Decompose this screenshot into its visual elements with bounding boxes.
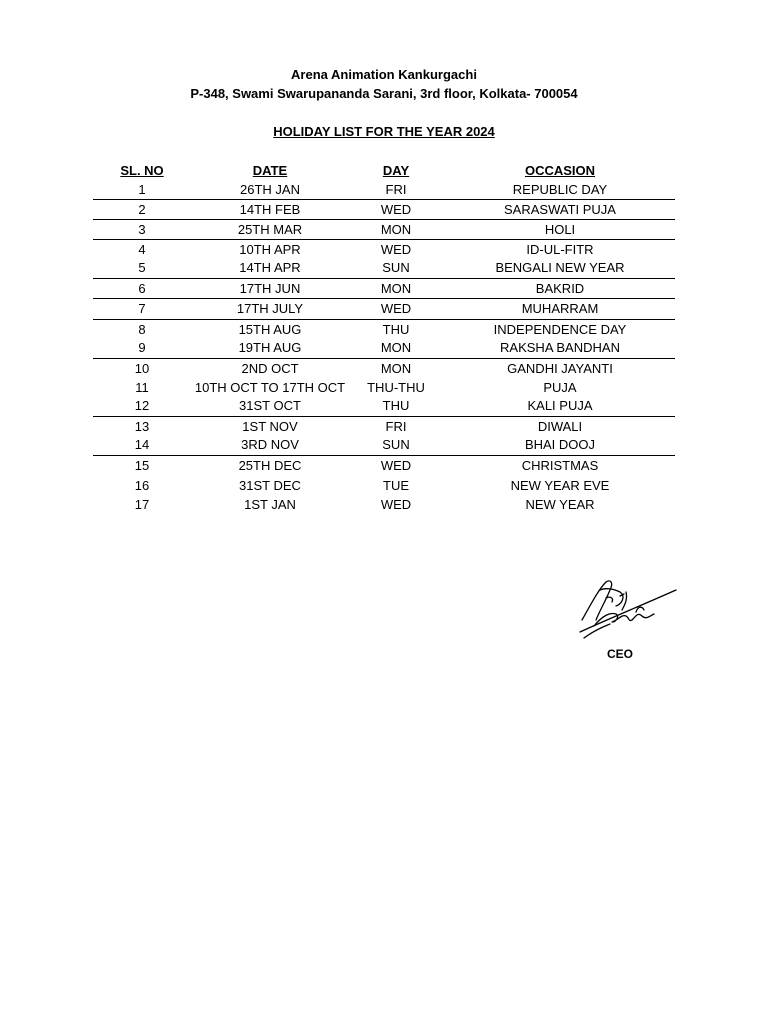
cell-sl-no: 10 bbox=[134, 361, 150, 376]
table-row bbox=[95, 280, 675, 299]
cell-day: WED bbox=[380, 458, 412, 473]
signatory-title: CEO bbox=[606, 647, 633, 661]
table-row bbox=[95, 181, 675, 200]
table-row bbox=[95, 300, 675, 319]
cell-date: 14TH FEB bbox=[239, 202, 301, 217]
column-header-occasion: OCCASION bbox=[524, 163, 596, 178]
row-separator bbox=[93, 219, 675, 220]
table-row bbox=[95, 379, 675, 398]
cell-sl-no: 8 bbox=[138, 322, 146, 337]
cell-occasion: KALI PUJA bbox=[527, 398, 593, 413]
table-row bbox=[95, 397, 675, 416]
cell-day: THU bbox=[382, 322, 410, 337]
cell-date: 14TH APR bbox=[239, 260, 301, 275]
cell-sl-no: 9 bbox=[138, 340, 146, 355]
cell-date: 15TH AUG bbox=[238, 322, 302, 337]
column-header-day: DAY bbox=[382, 163, 410, 178]
cell-date: 31ST DEC bbox=[239, 478, 301, 493]
cell-date: 25TH MAR bbox=[237, 222, 303, 237]
cell-date: 25TH DEC bbox=[238, 458, 302, 473]
cell-occasion: DIWALI bbox=[537, 419, 583, 434]
cell-day: THU bbox=[382, 398, 410, 413]
cell-sl-no: 14 bbox=[134, 437, 150, 452]
document-title bbox=[0, 124, 768, 139]
handwritten-signature-icon bbox=[576, 576, 680, 642]
table-row bbox=[95, 259, 675, 278]
table-row bbox=[95, 339, 675, 358]
cell-sl-no: 5 bbox=[138, 260, 146, 275]
cell-sl-no: 3 bbox=[138, 222, 146, 237]
cell-occasion: HOLI bbox=[544, 222, 576, 237]
row-separator bbox=[93, 278, 675, 279]
table-row bbox=[95, 321, 675, 340]
table-row bbox=[95, 241, 675, 260]
cell-date: 26TH JAN bbox=[240, 182, 300, 197]
cell-occasion: ID-UL-FITR bbox=[526, 242, 594, 257]
table-row bbox=[95, 418, 675, 437]
cell-date: 3RD NOV bbox=[241, 437, 299, 452]
cell-sl-no: 2 bbox=[138, 202, 146, 217]
cell-day: SUN bbox=[382, 437, 410, 452]
row-separator bbox=[93, 416, 675, 417]
cell-occasion: INDEPENDENCE DAY bbox=[493, 322, 627, 337]
cell-day: SUN bbox=[382, 260, 410, 275]
cell-day: FRI bbox=[385, 182, 407, 197]
cell-date: 2ND OCT bbox=[241, 361, 299, 376]
cell-day: WED bbox=[380, 202, 412, 217]
row-separator bbox=[93, 358, 675, 359]
cell-occasion: GANDHI JAYANTI bbox=[507, 361, 613, 376]
cell-occasion: BENGALI NEW YEAR bbox=[495, 260, 625, 275]
cell-occasion: NEW YEAR EVE bbox=[510, 478, 610, 493]
cell-sl-no: 11 bbox=[135, 380, 149, 395]
organization-address: P-348, Swami Swarupananda Sarani, 3rd floor, Kolkata- 700054 bbox=[190, 86, 578, 101]
cell-sl-no: 7 bbox=[138, 301, 146, 316]
cell-date: 10TH APR bbox=[239, 242, 301, 257]
cell-occasion: NEW YEAR bbox=[525, 497, 595, 512]
cell-occasion: BHAI DOOJ bbox=[524, 437, 596, 452]
row-separator bbox=[93, 199, 675, 200]
table-row bbox=[95, 221, 675, 240]
organization-name: Arena Animation Kankurgachi bbox=[291, 67, 477, 82]
cell-date: 1ST JAN bbox=[244, 497, 296, 512]
table-row bbox=[95, 457, 675, 476]
row-separator bbox=[93, 319, 675, 320]
table-row bbox=[95, 436, 675, 455]
document-title-text: HOLIDAY LIST FOR THE YEAR 2024 bbox=[273, 124, 495, 139]
cell-sl-no: 4 bbox=[138, 242, 146, 257]
cell-sl-no: 13 bbox=[134, 419, 150, 434]
table-row bbox=[95, 201, 675, 220]
cell-day: WED bbox=[380, 497, 412, 512]
row-separator bbox=[93, 239, 675, 240]
cell-day: FRI bbox=[385, 419, 407, 434]
cell-day: MON bbox=[380, 281, 412, 296]
cell-occasion: REPUBLIC DAY bbox=[512, 182, 608, 197]
cell-day: WED bbox=[380, 301, 412, 316]
cell-day: MON bbox=[380, 361, 412, 376]
cell-date: 17TH JUN bbox=[239, 281, 301, 296]
column-header-sl-no: SL. NO bbox=[120, 163, 164, 178]
cell-sl-no: 12 bbox=[134, 398, 150, 413]
column-header-date: DATE bbox=[252, 163, 288, 178]
table-row bbox=[95, 496, 675, 515]
cell-occasion: CHRISTMAS bbox=[521, 458, 599, 473]
cell-sl-no: 6 bbox=[138, 281, 146, 296]
cell-sl-no: 16 bbox=[134, 478, 150, 493]
cell-date: 19TH AUG bbox=[238, 340, 302, 355]
cell-occasion: MUHARRAM bbox=[521, 301, 599, 316]
cell-day: WED bbox=[380, 242, 412, 257]
cell-day: MON bbox=[380, 222, 412, 237]
cell-date: 10TH OCT TO 17TH OCT bbox=[194, 380, 346, 395]
cell-date: 17TH JULY bbox=[236, 301, 304, 316]
table-row bbox=[95, 360, 675, 379]
cell-date: 31ST OCT bbox=[239, 398, 301, 413]
cell-sl-no: 17 bbox=[134, 497, 150, 512]
table-row bbox=[95, 477, 675, 496]
cell-sl-no: 1 bbox=[138, 182, 146, 197]
cell-occasion: PUJA bbox=[543, 380, 577, 395]
cell-date: 1ST NOV bbox=[242, 419, 298, 434]
cell-day: MON bbox=[380, 340, 412, 355]
cell-occasion: SARASWATI PUJA bbox=[504, 202, 616, 217]
row-separator bbox=[93, 298, 675, 299]
cell-day: THU-THU bbox=[367, 380, 425, 395]
cell-sl-no: 15 bbox=[134, 458, 150, 473]
row-separator bbox=[93, 455, 675, 456]
cell-occasion: RAKSHA BANDHAN bbox=[500, 340, 620, 355]
cell-day: TUE bbox=[383, 478, 409, 493]
cell-occasion: BAKRID bbox=[535, 281, 585, 296]
